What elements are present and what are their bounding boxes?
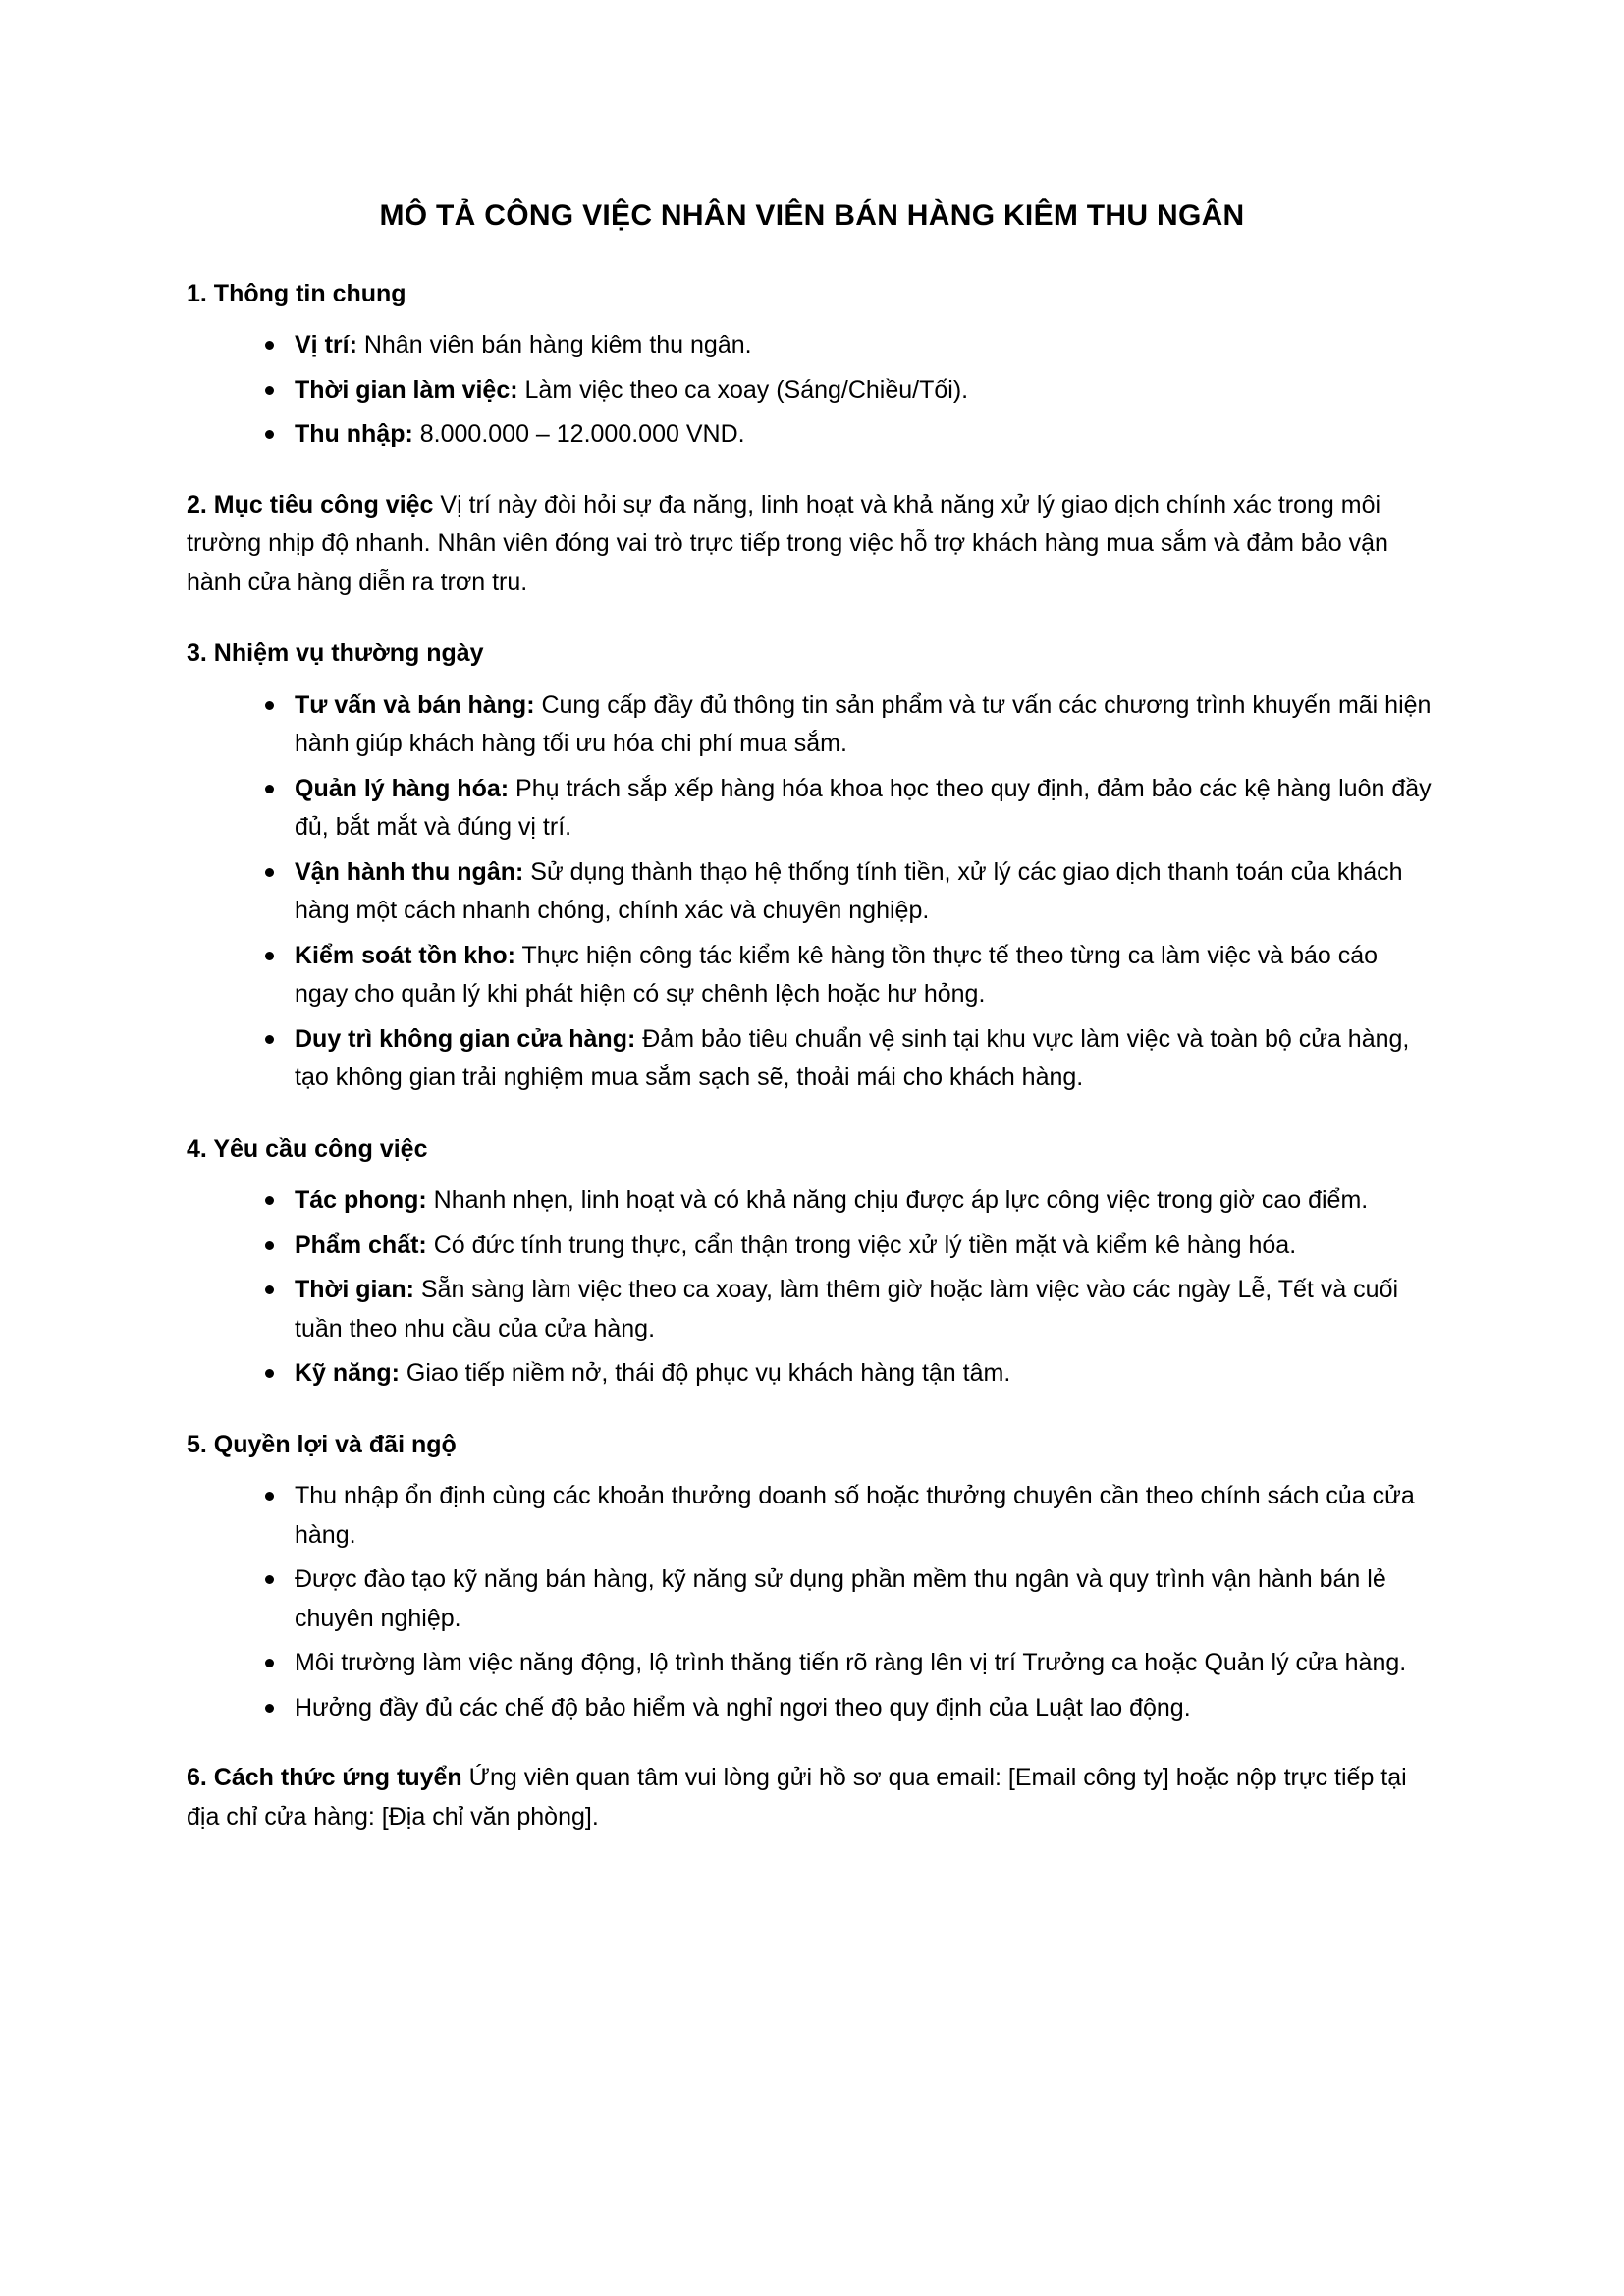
- list-item: [261, 1477, 1437, 1555]
- list-item-text: Môi trường làm việc năng động, lộ trình thăng tiến rõ ràng lên vị trí Trưởng ca hoặc Quản lý cửa hàng.: [295, 1649, 1407, 1676]
- list-nhiem-vu-thuong-ngay: [187, 686, 1437, 1098]
- list-item: [261, 1020, 1437, 1098]
- list-item-text: Thực hiện công tác kiểm kê hàng tồn thực tế theo từng ca làm việc và báo cáo ngay cho quản lý khi phát hiện có sự chênh lệch hoặc hư hỏng.: [295, 941, 1379, 1008]
- section-paragraph-text: Ứng viên quan tâm vui lòng gửi hồ sơ qua email: [Email công ty] hoặc nộp trực tiếp tại địa chỉ cửa hàng: [Địa chỉ văn phòng].: [187, 1764, 1407, 1831]
- section-muc-tieu-cong-viec: [187, 486, 1437, 603]
- list-item: [261, 686, 1437, 764]
- list-item: [261, 1181, 1437, 1221]
- list-item-label: Tư vấn và bán hàng:: [295, 690, 535, 719]
- list-item: [261, 326, 1437, 365]
- list-item-text: Cung cấp đầy đủ thông tin sản phẩm và tư vấn các chương trình khuyến mãi hiện hành giúp khách hàng tối ưu hóa chi phí mua sắm.: [295, 690, 1432, 757]
- list-item-text: Thu nhập ổn định cùng các khoản thưởng doanh số hoặc thưởng chuyên cần theo chính sách của cửa hàng.: [295, 1482, 1415, 1549]
- list-item-label: Thời gian:: [295, 1276, 414, 1303]
- list-item: [261, 1271, 1437, 1348]
- section-cach-thuc-ung-tuyen: [187, 1759, 1437, 1836]
- list-item-label: Tác phong:: [295, 1186, 427, 1214]
- list-item-label: Phẩm chất:: [295, 1230, 427, 1259]
- list-item-label: Quản lý hàng hóa:: [295, 774, 510, 802]
- list-item: [261, 1560, 1437, 1638]
- section-inline-heading: 6. Cách thức ứng tuyển: [187, 1764, 462, 1791]
- list-item: [261, 1227, 1437, 1266]
- list-item-text: Phụ trách sắp xếp hàng hóa khoa học theo quy định, đảm bảo các kệ hàng luôn đầy đủ, bắt mắt và đúng vị trí.: [295, 774, 1432, 841]
- list-item-label: Vận hành thu ngân:: [295, 857, 524, 886]
- list-item: [261, 1644, 1437, 1683]
- list-item-text: Sẵn sàng làm việc theo ca xoay, làm thêm giờ hoặc làm việc vào các ngày Lễ, Tết và cuối tuần theo nhu cầu của cửa hàng.: [295, 1276, 1399, 1342]
- section-paragraph-text: Vị trí này đòi hỏi sự đa năng, linh hoạt và khả năng xử lý giao dịch chính xác trong môi trường nhịp độ nhanh. Nhân viên đóng vai trò trực tiếp trong việc hỗ trợ khách hàng mua sắm và đảm bảo vận hành cửa hàng diễn ra trơn tru.: [187, 490, 1388, 596]
- section-heading-yeu-cau-cong-viec: 4. Yêu cầu công việc: [187, 1134, 428, 1163]
- list-item-text: Được đào tạo kỹ năng bán hàng, kỹ năng sử dụng phần mềm thu ngân và quy trình vận hành bán lẻ chuyên nghiệp.: [295, 1565, 1386, 1632]
- list-yeu-cau-cong-viec: [187, 1181, 1437, 1394]
- list-item-text: 8.000.000 – 12.000.000 VND.: [412, 420, 745, 448]
- list-item-label: Vị trí:: [295, 331, 357, 358]
- list-item-label: Thu nhập:: [295, 420, 413, 448]
- list-item: [261, 853, 1437, 931]
- list-item-text: Sử dụng thành thạo hệ thống tính tiền, xử lý các giao dịch thanh toán của khách hàng một cách nhanh chóng, chính xác và chuyên nghiệp.: [295, 857, 1403, 924]
- list-item-label: Duy trì không gian cửa hàng:: [295, 1024, 636, 1053]
- list-item-text: Giao tiếp niềm nở, thái độ phục vụ khách hàng tận tâm.: [399, 1359, 1011, 1387]
- list-item-label: Thời gian làm việc:: [295, 375, 518, 404]
- list-item: [261, 1354, 1437, 1394]
- section-inline-heading: 2. Mục tiêu công việc: [187, 490, 434, 519]
- list-item-text: Nhân viên bán hàng kiêm thu ngân.: [356, 331, 752, 358]
- list-quyen-loi-va-dai-ngo: [187, 1477, 1437, 1727]
- list-item-text: Làm việc theo ca xoay (Sáng/Chiều/Tối).: [517, 375, 969, 404]
- list-item-text: Có đức tính trung thực, cẩn thận trong việc xử lý tiền mặt và kiểm kê hàng hóa.: [426, 1230, 1297, 1259]
- list-item-text: Hưởng đầy đủ các chế độ bảo hiểm và nghỉ ngơi theo quy định của Luật lao động.: [295, 1693, 1191, 1722]
- list-item: [261, 1689, 1437, 1728]
- list-item-text: Đảm bảo tiêu chuẩn vệ sinh tại khu vực làm việc và toàn bộ cửa hàng, tạo không gian trải nghiệm mua sắm sạch sẽ, thoải mái cho khách hàng.: [295, 1024, 1410, 1091]
- list-item: [261, 770, 1437, 847]
- page-title: MÔ TẢ CÔNG VIỆC NHÂN VIÊN BÁN HÀNG KIÊM THU NGÂN: [379, 199, 1245, 232]
- section-heading-thong-tin-chung: 1. Thông tin chung: [187, 279, 406, 307]
- list-item-text: Nhanh nhẹn, linh hoạt và có khả năng chịu được áp lực công việc trong giờ cao điểm.: [426, 1186, 1369, 1214]
- section-heading-quyen-loi-va-dai-ngo: 5. Quyền lợi và đãi ngộ: [187, 1430, 457, 1458]
- list-thong-tin-chung: [187, 326, 1437, 455]
- list-item-label: Kỹ năng:: [295, 1359, 400, 1387]
- section-heading-nhiem-vu-thuong-ngay: 3. Nhiệm vụ thường ngày: [187, 639, 484, 667]
- list-item: [261, 371, 1437, 410]
- list-item: [261, 937, 1437, 1014]
- list-item-label: Kiểm soát tồn kho:: [295, 941, 516, 969]
- list-item: [261, 415, 1437, 455]
